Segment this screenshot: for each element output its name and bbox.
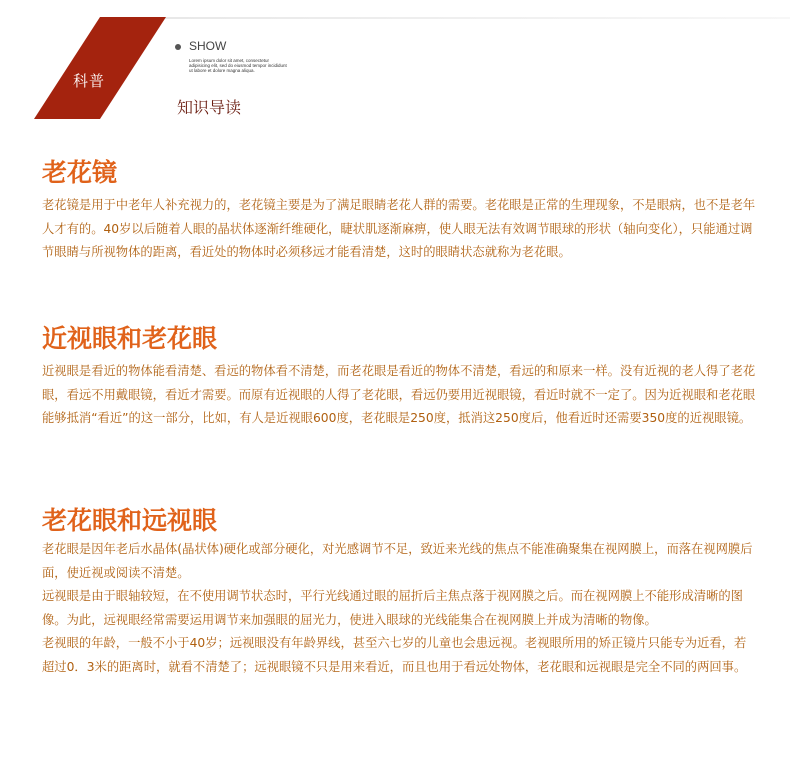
- section-paragraph: 老花眼是因年老后水晶体(晶状体)硬化或部分硬化，对光感调节不足，致近来光线的焦点不能准确聚集在视网膜上，而落在视网膜后面，使近视或阅读不清楚。: [42, 542, 753, 580]
- header: [0, 0, 790, 130]
- header-subtitle: 知识导读: [177, 98, 242, 117]
- section-myopia-presbyopia: [42, 323, 758, 431]
- section-presbyopia-glasses: [42, 157, 758, 265]
- lorem-text: Lorem ipsum dolor sit amet, consectetur adipisicing elit, sed do eiusmod tempor incididunt ut labore et dolore magna aliqua.: [189, 58, 287, 73]
- show-label: SHOW: [189, 39, 227, 53]
- section-paragraph: 近视眼是看近的物体能看清楚、看远的物体看不清楚，而老花眼是看近的物体不清楚，看远的和原来一样。没有近视的老人得了老花眼，看远不用戴眼镜，看近才需要。而原有近视眼的人得了老花眼，看远仍要用近视眼镜，看近时就不一定了。因为近视眼和老花眼能够抵消“看近”的这一部分，比如，有人是近视眼600度，老花眼是250度，抵消这250度后，他看近时还需要350度的近视眼镜。: [42, 364, 756, 425]
- section-paragraph: 老视眼的年龄，一般不小于40岁；远视眼没有年龄界线，甚至六七岁的儿童也会患远视。老视眼所用的矫正镜片只能专为近看，若超过0．3米的距离时，就看不清楚了；远视眼镜不只是用来看近，而且也用于看远处物体，老花眼和远视眼是完全不同的两回事。: [42, 636, 747, 674]
- section-title: 近视眼和老花眼: [42, 324, 218, 353]
- section-paragraph: 远视眼是由于眼轴较短，在不使用调节状态时，平行光线通过眼的屈折后主焦点落于视网膜之后。而在视网膜上不能形成清晰的图像。为此，远视眼经常需要运用调节来加强眼的屈光力，使进入眼球的光线能集合在视网膜上并成为清晰的物像。: [42, 589, 743, 627]
- category-badge-label: 科普: [73, 72, 106, 90]
- section-paragraph: 老花镜是用于中老年人补充视力的，老花镜主要是为了满足眼睛老花人群的需要。老花眼是正常的生理现象，不是眼病，也不是老年人才有的。40岁以后随着人眼的晶状体逐渐纤维硬化，睫状肌逐渐麻痹，使人眼无法有效调节眼球的形状（轴向变化），只能通过调节眼睛与所视物体的距离，看近处的物体时必须移远才能看清楚，这时的眼睛状态就称为老花眼。: [42, 198, 756, 259]
- section-title: 老花眼和远视眼: [42, 506, 218, 535]
- bullet-icon: [175, 44, 181, 50]
- section-title: 老花镜: [42, 158, 118, 187]
- section-presbyopia-hyperopia: [42, 505, 758, 679]
- header-divider: [165, 17, 790, 19]
- category-badge: [34, 17, 166, 119]
